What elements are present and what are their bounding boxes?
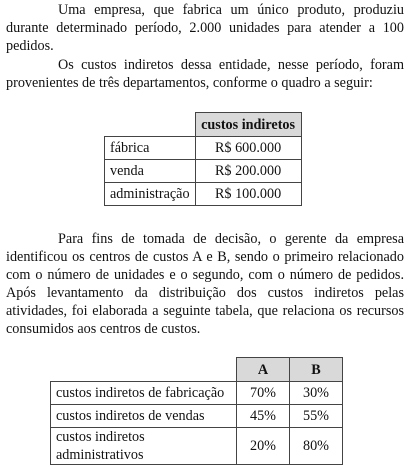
- table-header-row: [105, 113, 302, 137]
- table-corner-cell: [105, 113, 196, 137]
- paragraph-departments: Os custos indiretos dessa entidade, nesse período, foram provenientes de três departamentos, conforme o quadro a seguir:: [6, 57, 404, 91]
- table-corner-cell: [51, 358, 237, 382]
- row-value-administracao: R$ 100.000: [195, 183, 301, 206]
- table-header-row: [51, 358, 343, 382]
- table-row: [51, 382, 343, 405]
- paragraph-intro: Uma empresa, que fabrica um único produto, produziu durante determinado período, 2.000 unidades para atender a 100 pedidos.: [6, 2, 404, 54]
- table-row: [51, 428, 343, 465]
- cell-b-vendas: 55%: [290, 405, 343, 428]
- table-row: [105, 137, 302, 160]
- column-header-b: B: [290, 358, 343, 382]
- table-row: [105, 160, 302, 183]
- column-header-a: A: [237, 358, 290, 382]
- row-value-venda: R$ 200.000: [195, 160, 301, 183]
- row-label-administrativos: custos indiretos administrativos: [51, 428, 237, 465]
- cell-a-fabricacao: 70%: [237, 382, 290, 405]
- row-value-fabrica: R$ 600.000: [195, 137, 301, 160]
- indirect-costs-table: [104, 112, 302, 206]
- table-row: [105, 183, 302, 206]
- row-label-administracao: administração: [105, 183, 196, 206]
- cell-b-administrativos: 80%: [290, 428, 343, 465]
- cell-a-administrativos: 20%: [237, 428, 290, 465]
- row-label-fabrica: fábrica: [105, 137, 196, 160]
- cell-a-vendas: 45%: [237, 405, 290, 428]
- table-row: [51, 405, 343, 428]
- cost-center-allocation-table: [50, 357, 343, 465]
- column-header-custos-indiretos: custos indiretos: [195, 113, 301, 137]
- row-label-venda: venda: [105, 160, 196, 183]
- row-label-fabricacao: custos indiretos de fabricação: [51, 382, 237, 405]
- row-label-vendas: custos indiretos de vendas: [51, 405, 237, 428]
- paragraph-cost-centers: Para fins de tomada de decisão, o gerente da empresa identificou os centros de custos A e B, sendo o primeiro relacionado com o número de unidades e o segundo, com o número de pedidos. Após levantamento da distribuição dos custos indiretos pelas atividades, foi elaborada a seguinte tabela, que relaciona os recursos consumidos aos centros de custos.: [6, 231, 404, 337]
- cell-b-fabricacao: 30%: [290, 382, 343, 405]
